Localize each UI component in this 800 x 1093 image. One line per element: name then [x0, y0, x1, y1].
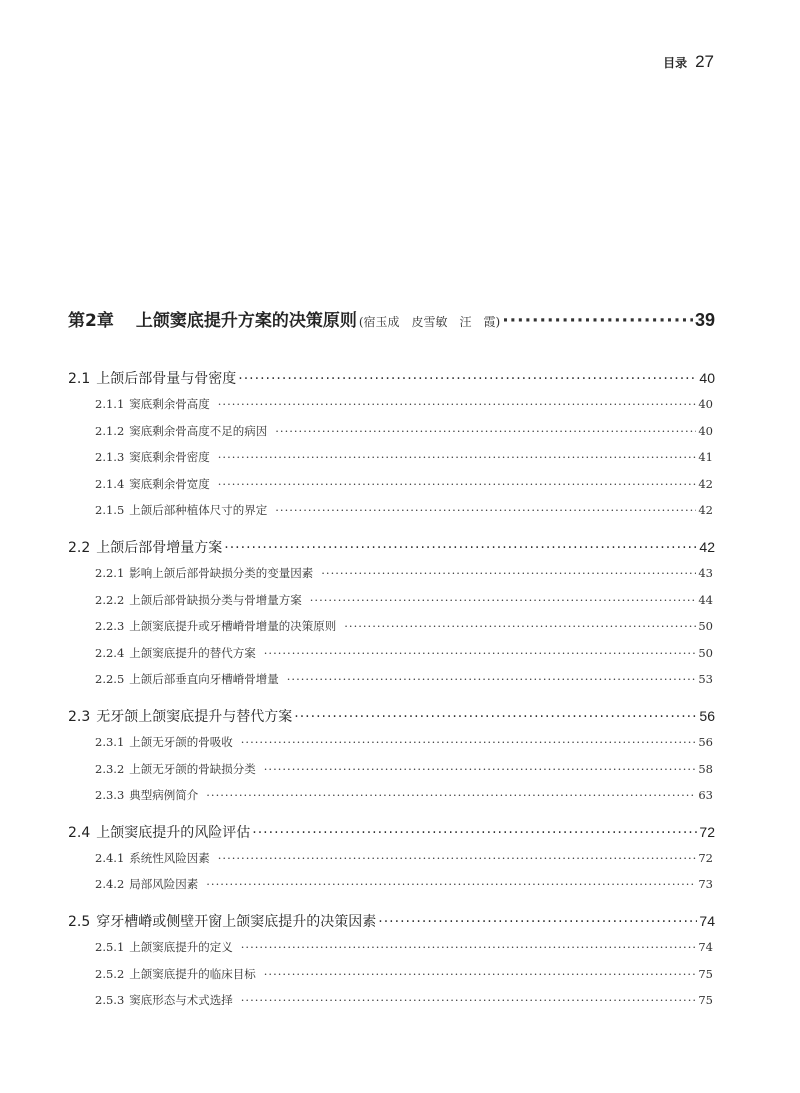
subsection-number: 2.2.3 — [95, 619, 125, 634]
toc-chapter-entry[interactable] — [68, 306, 715, 332]
subsection-number: 2.1.4 — [95, 476, 125, 491]
subsection-number: 2.1.1 — [95, 397, 125, 411]
toc-section-entry[interactable] — [68, 535, 715, 560]
subsection-page: 75 — [698, 993, 713, 1008]
dot-leader — [224, 536, 697, 561]
subsection-label — [95, 640, 256, 667]
toc-subsection-entry[interactable] — [68, 961, 715, 988]
subsection-title: 上颌窦底提升或牙槽嵴骨增量的决策原则 — [129, 619, 337, 634]
subsection-label — [95, 613, 336, 640]
toc-subsection-entry[interactable] — [68, 756, 715, 783]
header-title: 目录 — [663, 56, 688, 70]
running-header — [663, 52, 714, 72]
subsection-label — [95, 782, 198, 809]
section-page: 72 — [699, 823, 715, 840]
dot-leader — [238, 367, 697, 392]
subsection-title: 窦底剩余骨高度不足的病因 — [129, 423, 268, 438]
subsection-number: 2.5.3 — [95, 993, 125, 1008]
subsection-page: 42 — [698, 503, 713, 518]
section-page: 74 — [699, 912, 715, 929]
subsection-title: 窦底剩余骨密度 — [129, 450, 210, 465]
section-number: 2.1 — [68, 371, 91, 387]
subsection-page: 40 — [698, 423, 713, 438]
dot-leader — [344, 613, 696, 640]
subsection-page: 44 — [698, 592, 713, 607]
subsection-label — [95, 871, 198, 898]
toc-subsection-entry[interactable] — [68, 444, 715, 471]
subsection-label — [95, 756, 256, 783]
toc-subsection-entry[interactable] — [68, 613, 715, 640]
subsection-label — [95, 471, 210, 498]
toc-subsection-entry[interactable] — [68, 391, 715, 418]
toc-subsection-entry[interactable] — [68, 560, 715, 587]
subsection-label — [95, 497, 267, 524]
chapter-authors: (宿玉成 皮雪敏 汪 霞) — [358, 315, 501, 329]
subsection-page: 72 — [698, 850, 713, 865]
subsection-number: 2.5.2 — [95, 966, 125, 981]
dot-leader — [321, 560, 696, 587]
toc-section-entry[interactable] — [68, 366, 715, 391]
page-number: 27 — [695, 52, 714, 71]
subsection-label — [95, 666, 279, 693]
subsection-title: 上颌窦底提升的临床目标 — [129, 966, 256, 981]
dot-leader — [252, 821, 697, 846]
dot-leader — [218, 845, 697, 872]
dot-leader — [502, 311, 693, 331]
subsection-title: 上颌窦底提升的定义 — [129, 939, 233, 954]
subsection-title: 上颌后部种植体尺寸的界定 — [129, 503, 268, 518]
section-label — [68, 910, 376, 935]
subsection-label — [95, 418, 267, 445]
section-label — [68, 705, 292, 730]
subsection-page: 56 — [698, 734, 713, 749]
dot-leader — [264, 756, 697, 783]
subsection-page: 73 — [698, 877, 713, 892]
subsection-label — [95, 560, 313, 587]
subsection-page: 75 — [698, 966, 713, 981]
dot-leader — [218, 444, 697, 471]
subsection-label — [95, 444, 210, 471]
subsection-title: 上颌后部垂直向牙槽嵴骨增量 — [129, 672, 279, 687]
subsection-title: 窦底形态与术式选择 — [129, 993, 233, 1008]
subsection-number: 2.1.3 — [95, 450, 125, 465]
subsection-page: 40 — [698, 397, 713, 411]
subsection-title: 上颌窦底提升的替代方案 — [129, 645, 256, 660]
toc-entries — [68, 366, 715, 1014]
section-label — [68, 821, 250, 846]
dot-leader — [206, 782, 696, 809]
dot-leader — [218, 391, 697, 418]
toc-subsection-entry[interactable] — [68, 871, 715, 898]
toc-subsection-entry[interactable] — [68, 471, 715, 498]
subsection-page: 50 — [698, 645, 713, 660]
subsection-title: 上颌无牙颌的骨吸收 — [129, 734, 233, 749]
subsection-number: 2.3.2 — [95, 761, 125, 776]
subsection-page: 41 — [698, 450, 713, 465]
dot-leader — [218, 471, 697, 498]
dot-leader — [241, 987, 697, 1014]
subsection-label — [95, 961, 256, 988]
toc-subsection-entry[interactable] — [68, 640, 715, 667]
subsection-page: 42 — [698, 476, 713, 491]
chapter-title: 上颌窦底提升方案的决策原则 — [135, 311, 357, 331]
section-title: 上颌窦底提升的风险评估 — [96, 824, 251, 841]
dot-leader — [378, 910, 697, 935]
dot-leader — [275, 418, 696, 445]
dot-leader — [241, 729, 697, 756]
subsection-page: 74 — [698, 939, 713, 954]
toc-section-entry[interactable] — [68, 820, 715, 845]
subsection-page: 53 — [698, 672, 713, 687]
chapter-page: 39 — [694, 310, 715, 330]
dot-leader — [264, 961, 697, 988]
subsection-title: 局部风险因素 — [129, 877, 199, 892]
section-label — [68, 367, 236, 392]
subsection-page: 50 — [698, 619, 713, 634]
section-number: 2.3 — [68, 708, 91, 725]
subsection-number: 2.2.2 — [95, 592, 125, 607]
subsection-page: 43 — [698, 565, 713, 580]
subsection-number: 2.5.1 — [95, 939, 125, 954]
subsection-number: 2.2.1 — [95, 565, 125, 580]
dot-leader — [310, 587, 697, 614]
toc-subsection-entry[interactable] — [68, 934, 715, 961]
section-page: 56 — [699, 707, 715, 724]
dot-leader — [294, 705, 697, 730]
section-title: 上颌后部骨增量方案 — [96, 539, 223, 556]
dot-leader — [264, 640, 697, 667]
subsection-title: 系统性风险因素 — [129, 850, 210, 865]
subsection-number: 2.3.1 — [95, 734, 125, 749]
subsection-label — [95, 391, 210, 418]
toc-subsection-entry[interactable] — [68, 587, 715, 614]
toc-subsection-entry[interactable] — [68, 782, 715, 809]
subsection-label — [95, 934, 233, 961]
section-title: 上颌后部骨量与骨密度 — [96, 371, 237, 387]
subsection-page: 58 — [698, 761, 713, 776]
toc-section-entry[interactable] — [68, 704, 715, 729]
subsection-title: 窦底剩余骨高度 — [129, 397, 210, 411]
toc-subsection-entry[interactable] — [68, 729, 715, 756]
table-of-contents — [68, 306, 715, 1014]
toc-subsection-entry[interactable] — [68, 418, 715, 445]
toc-subsection-entry[interactable] — [68, 845, 715, 872]
toc-subsection-entry[interactable] — [68, 497, 715, 524]
section-page: 40 — [699, 370, 715, 386]
section-label — [68, 536, 222, 561]
section-page: 42 — [699, 538, 715, 555]
subsection-number: 2.1.2 — [95, 423, 125, 438]
subsection-number: 2.4.2 — [95, 877, 125, 892]
subsection-number: 2.4.1 — [95, 850, 125, 865]
dot-leader — [287, 666, 697, 693]
subsection-label — [95, 729, 233, 756]
section-number: 2.4 — [68, 824, 91, 841]
subsection-title: 影响上颌后部骨缺损分类的变量因素 — [129, 565, 314, 580]
toc-subsection-entry[interactable] — [68, 666, 715, 693]
subsection-title: 上颌无牙颌的骨缺损分类 — [129, 761, 256, 776]
subsection-title: 上颌后部骨缺损分类与骨增量方案 — [129, 592, 302, 607]
subsection-page: 63 — [698, 788, 713, 803]
section-number: 2.5 — [68, 913, 91, 930]
subsection-title: 典型病例简介 — [129, 788, 199, 803]
toc-subsection-entry[interactable] — [68, 987, 715, 1014]
subsection-title: 窦底剩余骨宽度 — [129, 476, 210, 491]
subsection-number: 2.1.5 — [95, 503, 125, 518]
section-number: 2.2 — [68, 539, 91, 556]
dot-leader — [206, 871, 696, 898]
dot-leader — [241, 934, 697, 961]
subsection-number: 2.3.3 — [95, 788, 125, 803]
subsection-label — [95, 845, 210, 872]
subsection-number: 2.2.5 — [95, 672, 125, 687]
subsection-number: 2.2.4 — [95, 645, 125, 660]
chapter-number: 第2章 — [68, 311, 114, 331]
dot-leader — [275, 497, 696, 524]
subsection-label — [95, 587, 302, 614]
section-title: 无牙颌上颌窦底提升与替代方案 — [96, 708, 293, 725]
section-title: 穿牙槽嵴或侧壁开窗上颌窦底提升的决策因素 — [96, 913, 377, 930]
subsection-label — [95, 987, 233, 1014]
toc-section-entry[interactable] — [68, 909, 715, 934]
